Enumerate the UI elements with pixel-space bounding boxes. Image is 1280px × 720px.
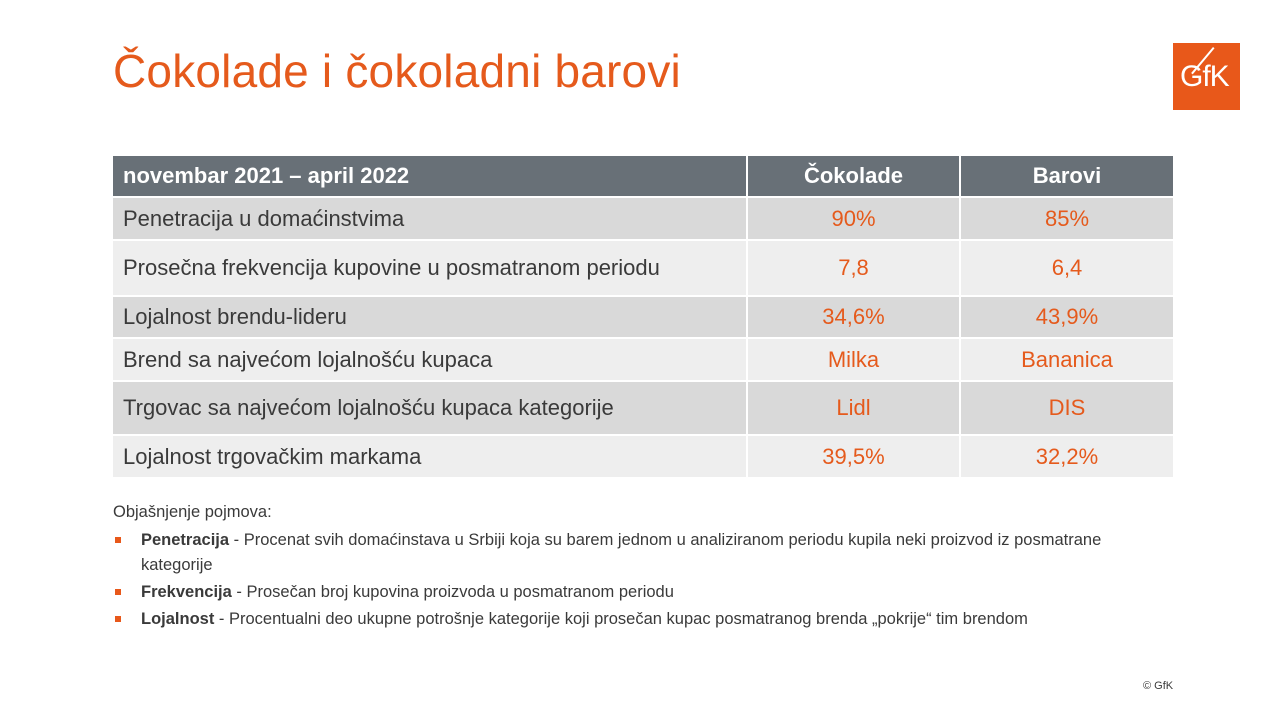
definition-text: - Prosečan broj kupovina proizvoda u posmatranom periodu: [231, 583, 674, 601]
bullet-icon: [115, 616, 121, 622]
header-cokolade: Čokolade: [747, 156, 960, 197]
definition-term: Lojalnost: [141, 610, 215, 628]
barovi-value: Bananica: [960, 338, 1173, 381]
barovi-value: DIS: [960, 381, 1173, 435]
definition-text: - Procentualni deo ukupne potrošnje kategorije koji prosečan kupac posmatranog brenda „pokrije“ tim brendom: [214, 610, 1028, 628]
cokolade-value: Milka: [747, 338, 960, 381]
cokolade-value: Lidl: [747, 381, 960, 435]
copyright-note: © GfK: [1143, 680, 1174, 692]
row-label: Lojalnost brendu-lideru: [113, 296, 747, 338]
barovi-value: 43,9%: [960, 296, 1173, 338]
definition-term: Penetracija: [141, 531, 230, 549]
row-label: Trgovac sa najvećom lojalnošću kupaca kategorije: [113, 381, 747, 435]
page-title: Čokolade i čokoladni barovi: [113, 45, 681, 97]
gfk-logo: [1173, 43, 1240, 110]
cokolade-value: 39,5%: [747, 435, 960, 478]
logo-text: GfK: [1180, 60, 1229, 93]
definitions-heading: Objašnjenje pojmova:: [113, 503, 272, 521]
header-barovi: Barovi: [960, 156, 1173, 197]
table-row: [113, 381, 1173, 435]
barovi-value: 32,2%: [960, 435, 1173, 478]
definitions-section: [113, 500, 1133, 634]
definition-text: - Procenat svih domaćinstava u Srbiji koja su barem jednom u analiziranom periodu kupila neki proizvod iz posmatrane kategorije: [141, 531, 1102, 574]
list-item: [113, 607, 1133, 632]
row-label: Prosečna frekvencija kupovine u posmatranom periodu: [113, 240, 747, 296]
barovi-value: 6,4: [960, 240, 1173, 296]
cokolade-value: 7,8: [747, 240, 960, 296]
cokolade-value: 90%: [747, 197, 960, 240]
row-label: Brend sa najvećom lojalnošću kupaca: [113, 338, 747, 381]
bullet-icon: [115, 537, 121, 543]
bullet-icon: [115, 589, 121, 595]
barovi-value: 85%: [960, 197, 1173, 240]
table-row: [113, 338, 1173, 381]
header-period: novembar 2021 – april 2022: [113, 156, 747, 197]
table-row: [113, 197, 1173, 240]
definition-term: Frekvencija: [141, 583, 232, 601]
row-label: Penetracija u domaćinstvima: [113, 197, 747, 240]
table-row: [113, 435, 1173, 478]
metrics-table: [113, 156, 1173, 479]
table-row: [113, 240, 1173, 296]
cokolade-value: 34,6%: [747, 296, 960, 338]
definitions-list: [113, 528, 1133, 632]
list-item: [113, 528, 1133, 578]
table-header-row: [113, 156, 1173, 197]
row-label: Lojalnost trgovačkim markama: [113, 435, 747, 478]
list-item: [113, 580, 1133, 605]
table-row: [113, 296, 1173, 338]
